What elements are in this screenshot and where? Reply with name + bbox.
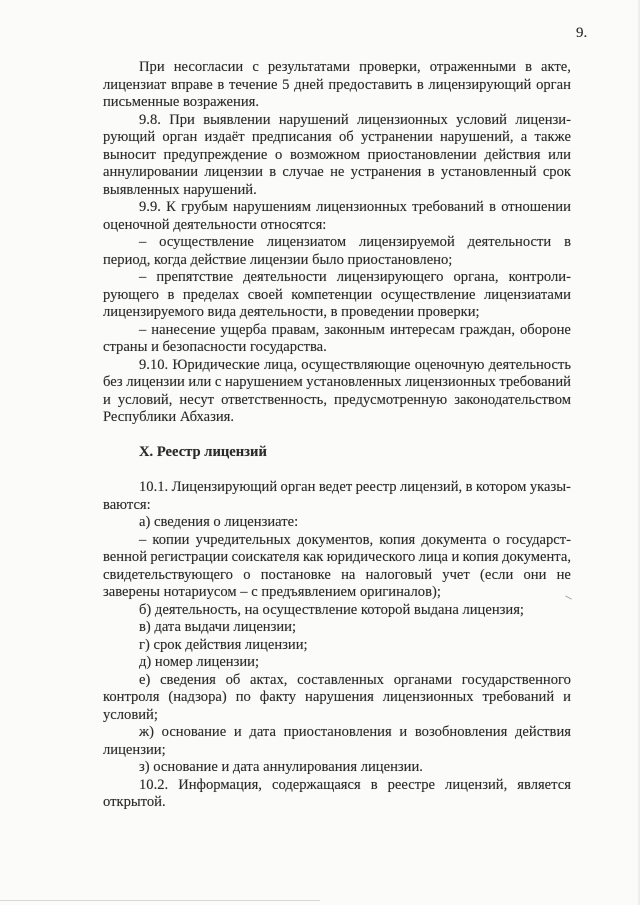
text-line	[103, 567, 571, 585]
text-line: лицензии;	[103, 741, 166, 758]
text-line: г) срок действия лицензии;	[139, 636, 308, 653]
word: пределах	[182, 286, 240, 303]
word: в	[427, 164, 435, 180]
word: лицензируемой	[358, 234, 455, 250]
word: составленных	[297, 671, 384, 688]
word: по	[235, 689, 251, 705]
word: венной	[103, 549, 148, 565]
word: контроли-	[508, 269, 571, 285]
word: предоставить	[328, 76, 413, 93]
word: рующего	[103, 286, 159, 303]
text-line	[103, 532, 571, 550]
word: Лицензирующий	[171, 479, 278, 495]
word: осуществление	[380, 286, 476, 303]
text-line: ваются:	[103, 496, 151, 513]
word: обороне	[520, 321, 571, 338]
word: государственного	[461, 671, 571, 688]
word: несогласии	[173, 59, 244, 75]
word: издаёт	[204, 129, 245, 145]
word: юридического	[326, 549, 416, 565]
word: –	[139, 269, 147, 285]
paragraph-spacer	[103, 427, 571, 445]
word: требований	[482, 689, 555, 705]
word: –	[139, 531, 147, 548]
word: реестре	[387, 776, 436, 793]
text-line: письменные возражения.	[103, 94, 259, 110]
word: деятельность	[488, 356, 571, 373]
word: учредительных	[195, 531, 291, 548]
text-line: страны и безопасности государства.	[103, 339, 327, 355]
word: не	[330, 164, 345, 180]
word: нарушения	[305, 689, 374, 705]
word: условий,	[117, 391, 173, 408]
word: лицензиат	[103, 76, 167, 93]
word: 9.9.	[139, 199, 161, 215]
text-line	[103, 392, 571, 410]
word: препятствие	[156, 269, 234, 285]
word: 10.2.	[139, 776, 169, 793]
paragraph-spacer	[103, 462, 571, 480]
word: на	[341, 566, 356, 583]
word: лицензий,	[445, 776, 508, 793]
word: и	[563, 689, 571, 705]
word: постановке	[260, 566, 331, 583]
word: граждан,	[459, 321, 516, 338]
word: или	[188, 374, 212, 390]
word: копии	[152, 531, 190, 548]
word: с	[252, 59, 259, 75]
word: в	[489, 199, 496, 215]
word: действия	[514, 724, 571, 740]
word: а	[520, 129, 528, 145]
word: е)	[139, 671, 151, 688]
word: документов,	[296, 531, 374, 548]
word: документа,	[502, 549, 571, 565]
word: выносит	[103, 146, 156, 163]
word: контроля	[103, 689, 160, 705]
text-line: открытой.	[103, 794, 166, 810]
word: без	[103, 374, 123, 390]
word: 9.8.	[139, 111, 161, 128]
word: К	[166, 199, 176, 215]
word: копия	[462, 549, 499, 565]
word: лицензии	[126, 374, 185, 390]
word: не	[556, 566, 571, 583]
word: нарушений	[278, 111, 349, 128]
word: и	[103, 391, 111, 408]
word: оценочную	[414, 356, 485, 373]
word: приостановлении	[367, 146, 477, 163]
text-line	[103, 269, 571, 287]
text-line	[103, 479, 571, 497]
text-line	[103, 689, 571, 707]
word: 10.1.	[139, 479, 169, 495]
word: реестр	[355, 479, 397, 495]
word: грубым	[181, 199, 228, 215]
word: в	[564, 234, 571, 250]
word: (надзора)	[168, 689, 227, 705]
word: отраженными	[429, 59, 516, 75]
word: интересам	[389, 321, 455, 338]
text-line	[103, 287, 571, 305]
word: органами	[393, 671, 453, 688]
word: лицензиатами	[483, 286, 571, 303]
word: регистрации	[150, 549, 229, 565]
word: актах,	[250, 671, 288, 688]
word: лицензионных	[382, 689, 474, 705]
word: учет	[442, 566, 470, 583]
word: предписания	[251, 129, 332, 145]
word: правам,	[271, 321, 320, 338]
word: дата	[249, 724, 276, 740]
word: указы-	[529, 479, 571, 495]
word: котором	[475, 479, 527, 495]
word: требований	[499, 374, 571, 390]
word: –	[139, 234, 147, 250]
word: лица	[418, 549, 449, 565]
text-line: д) номер лицензии;	[139, 654, 260, 670]
word: о	[275, 146, 283, 163]
text-line	[103, 164, 571, 182]
word: ведет	[318, 479, 353, 495]
word: аннулировании	[103, 164, 199, 180]
word: в	[525, 59, 532, 75]
text-line	[103, 199, 571, 217]
word: законным	[324, 321, 385, 338]
scan-edge-bottom	[0, 900, 320, 901]
word: в	[465, 479, 473, 495]
word: лицензий,	[399, 479, 463, 495]
word: лицензирующий	[428, 76, 532, 93]
word: государст-	[506, 531, 571, 548]
word: условий	[456, 111, 507, 128]
word: дней	[294, 76, 324, 93]
word: устранения	[350, 164, 422, 180]
text-line	[103, 672, 571, 690]
word: –	[139, 321, 147, 338]
word: требований	[412, 199, 484, 215]
word: лица,	[263, 356, 298, 373]
text-line	[103, 112, 571, 130]
text-line: б) деятельность, на осуществление которой выдана лицензия;	[139, 601, 524, 618]
word: копия	[379, 531, 416, 548]
word: При	[139, 59, 165, 75]
word: в	[167, 286, 175, 303]
word: устранении	[360, 129, 433, 145]
word: в	[370, 776, 378, 793]
word: лицензионных	[316, 199, 407, 215]
text-line	[103, 777, 571, 795]
word: органа,	[453, 269, 499, 285]
word: налоговый	[365, 566, 433, 583]
word: также	[534, 129, 571, 145]
word: предусмотренную	[334, 391, 448, 408]
word: лицензионных	[357, 111, 448, 128]
word: вправе	[170, 76, 213, 93]
word: в	[269, 164, 277, 180]
word: результатами	[267, 59, 351, 75]
word: своей	[247, 286, 283, 303]
word: нарушением	[224, 374, 303, 390]
word: осуществляющие	[301, 356, 411, 373]
word: содержащаяся	[271, 776, 361, 793]
word: лицензирующего	[336, 269, 444, 285]
word: (если	[479, 566, 514, 583]
text-line	[103, 147, 571, 165]
word: сведения	[160, 671, 216, 688]
word: акте,	[541, 59, 571, 75]
word: соискателя	[231, 549, 300, 565]
word: срок	[542, 164, 571, 180]
text-line	[103, 357, 571, 375]
word: осуществление	[159, 234, 254, 250]
word: как	[302, 549, 324, 565]
word: нарушениям	[232, 199, 311, 215]
word: свидетельствующего	[103, 566, 233, 583]
word: рующий	[103, 129, 156, 145]
word: с	[214, 374, 222, 390]
word: и	[451, 549, 460, 565]
word: ущерба	[220, 321, 267, 338]
word: установленных	[306, 374, 402, 390]
word: нарушений,	[440, 129, 514, 145]
section-heading: X. Реестр лицензий	[139, 444, 267, 460]
word: орган	[536, 76, 571, 93]
word: орган	[162, 129, 198, 145]
word: в	[217, 76, 225, 93]
text-line: в) дата выдачи лицензии;	[139, 619, 297, 635]
text-line	[103, 59, 571, 77]
word: орган	[280, 479, 316, 495]
text-line: лицензируемого вида деятельности, в проведении проверки;	[103, 304, 480, 320]
word: Юридические	[172, 356, 260, 373]
text-line	[103, 234, 571, 252]
text-line: оценочной деятельности относятся:	[103, 216, 327, 233]
word: лицензии	[204, 164, 263, 180]
text-line	[103, 549, 571, 567]
word: о	[492, 531, 501, 548]
text-line	[103, 77, 571, 95]
word: При	[169, 111, 195, 128]
word: лицензионных	[404, 374, 496, 390]
word: нанесение	[151, 321, 216, 338]
word: Информация,	[178, 776, 262, 793]
word: действия	[484, 146, 541, 163]
word: лицензиатом	[266, 234, 347, 250]
text-line	[103, 322, 571, 340]
word: деятельности	[243, 269, 327, 285]
word: и	[399, 724, 408, 740]
word: 5	[282, 76, 290, 93]
word: ж)	[139, 724, 154, 740]
word: является	[517, 776, 571, 793]
text-line: з) основание и дата аннулирования лицензии.	[139, 759, 423, 775]
word: несут	[179, 391, 215, 408]
word: установленный	[440, 164, 537, 180]
word: проверки,	[359, 59, 421, 75]
word: отношении	[501, 199, 571, 215]
word: компетенции	[291, 286, 373, 303]
word: случае	[282, 164, 324, 180]
text-line	[103, 724, 571, 742]
word: течение	[229, 76, 278, 93]
page-number: 9.	[576, 25, 588, 41]
word: 9.10.	[139, 356, 169, 373]
word: выявлении	[203, 111, 271, 128]
word: основание	[161, 724, 227, 740]
text-line	[103, 129, 571, 147]
word: предупреждение	[163, 146, 268, 163]
word: об	[338, 129, 354, 145]
word: возможном	[289, 146, 360, 163]
word: о	[243, 566, 251, 583]
text-line: а) сведения о лицензиате:	[139, 514, 299, 530]
text-line	[103, 374, 571, 392]
word: ответственность,	[221, 391, 327, 408]
word: возобновления	[414, 724, 508, 740]
text-line: заверены нотариусом – с предъявлением оригиналов);	[103, 584, 441, 600]
word: в	[416, 76, 424, 93]
word: факту	[259, 689, 297, 705]
word: об	[225, 671, 241, 688]
word: они	[523, 566, 547, 583]
word: лицензи-	[515, 111, 571, 128]
word: законодательством	[454, 391, 571, 408]
text-line: период, когда действие лицензии было приостановлено;	[103, 251, 453, 268]
text-block	[103, 59, 571, 812]
word: приостановления	[283, 724, 392, 740]
word: и	[233, 724, 242, 740]
text-line: условий;	[103, 706, 158, 723]
word: или	[548, 146, 571, 163]
text-line: выявленных нарушений.	[103, 181, 257, 198]
text-line: Республики Абхазия.	[103, 409, 235, 425]
word: документа	[421, 531, 487, 548]
word: деятельности	[467, 234, 552, 250]
